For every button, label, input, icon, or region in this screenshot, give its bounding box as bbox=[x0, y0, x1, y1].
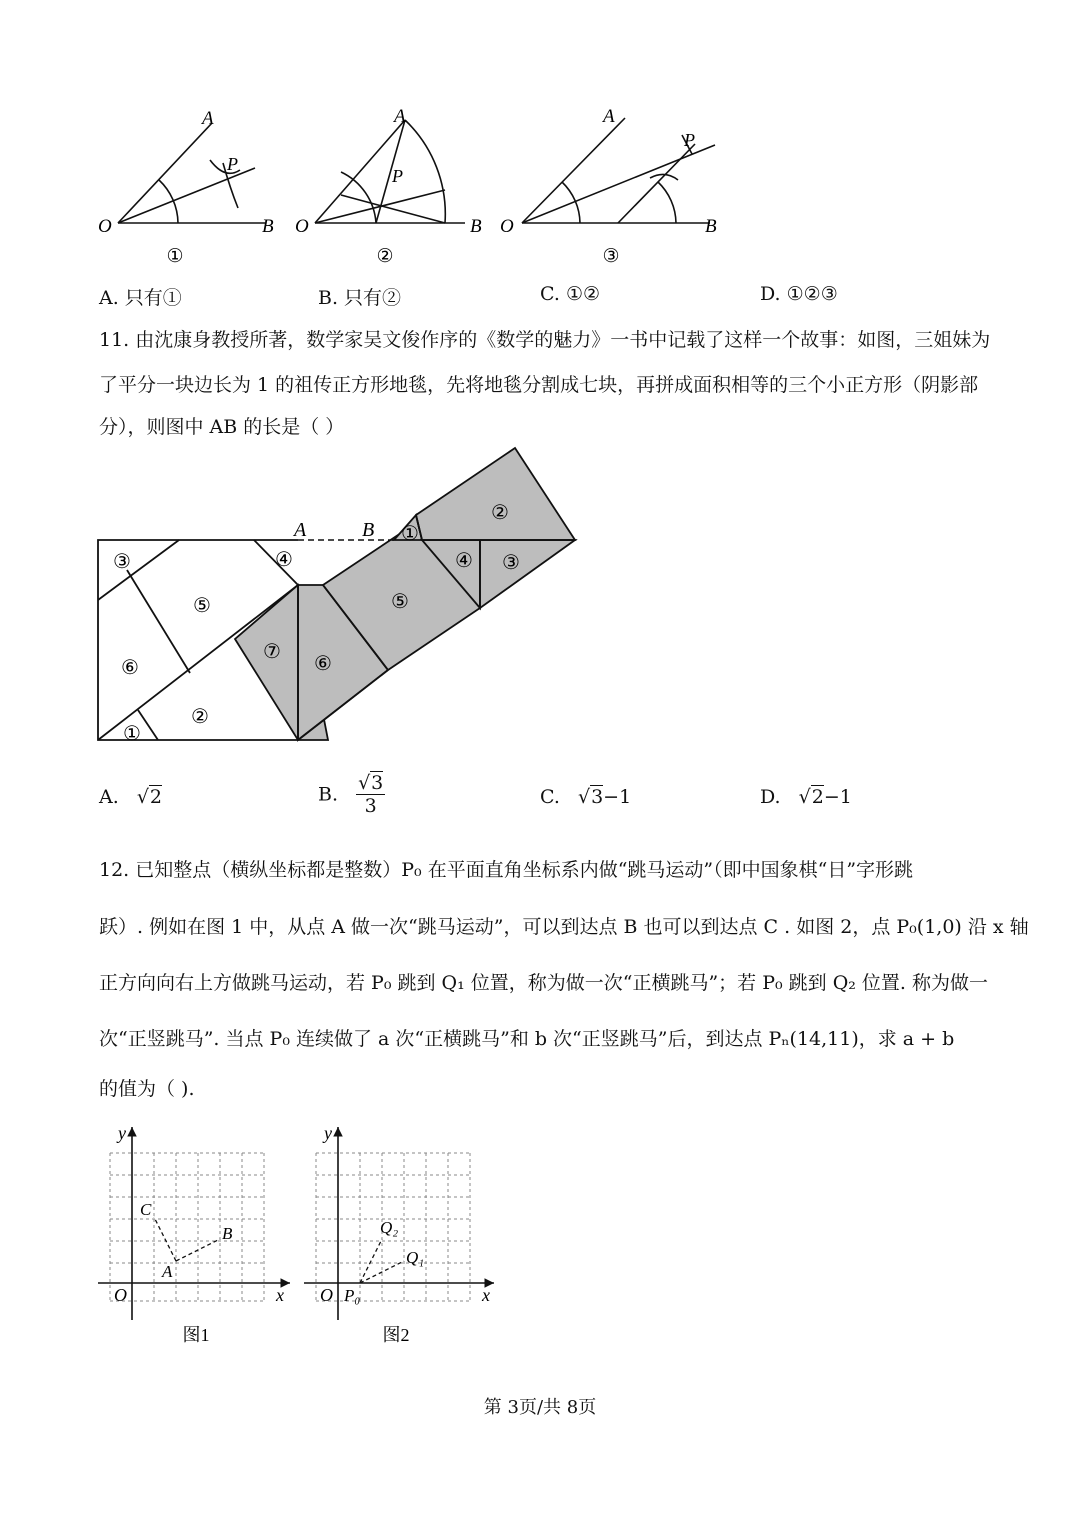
q10-fig3-label-a: A bbox=[603, 106, 615, 127]
q10-fig1-label-b: B bbox=[262, 216, 274, 237]
q10-fig2-label-p: P bbox=[392, 166, 403, 186]
q11-piece-label-6-left: ⑥ bbox=[121, 657, 139, 679]
q11-option-c-prefix: C. bbox=[540, 786, 560, 808]
q11-option-c-tail: −1 bbox=[603, 786, 632, 808]
q12-line-2: 跃）. 例如在图 1 中，从点 A 做一次“跳马运动”，可以到达点 B 也可以到达点 C . 如图 2，点 P₀(1,0) 沿 x 轴 bbox=[99, 916, 1029, 938]
q11-line-3: 分），则图中 AB 的长是（ ） bbox=[99, 416, 345, 438]
q10-fig3-label-o: O bbox=[500, 216, 514, 237]
q12-line-3: 正方向向右上方做跳马运动，若 P₀ 跳到 Q₁ 位置，称为做一次“正横跳马”；若 P₀ 跳到 Q₂ 位置. 称为做一 bbox=[99, 972, 989, 994]
q10-figure-1 bbox=[118, 123, 265, 223]
q12-fig2-y-label: y bbox=[324, 1123, 332, 1143]
q11-option-c-value: 3 bbox=[591, 786, 604, 808]
q10-option-c: C. ①② bbox=[540, 283, 601, 305]
q12-line-4: 次“正竖跳马”. 当点 P₀ 连续做了 a 次“正横跳马”和 b 次“正竖跳马”后，到达点 Pₙ(14,11)，求 a + b bbox=[99, 1028, 955, 1050]
q12-line-1: 12. 已知整点（横纵坐标都是整数）P₀ 在平面直角坐标系内做“跳马运动”（即中国象棋“日”字形跳 bbox=[99, 859, 914, 881]
q10-fig1-caption: ① bbox=[166, 246, 184, 267]
q11-piece-label-5-left: ⑤ bbox=[193, 595, 211, 617]
q11-option-b-denominator: 3 bbox=[364, 795, 377, 817]
q11-option-b-prefix: B. bbox=[318, 783, 339, 806]
q11-option-b: B. $\frac{√3}{3}$ bbox=[318, 772, 384, 817]
q12-fig1-point-a: A bbox=[162, 1262, 173, 1281]
q12-fig1-point-b: B bbox=[222, 1224, 233, 1243]
q11-piece-label-4-right: ④ bbox=[455, 550, 473, 572]
q10-fig1-label-p: P bbox=[227, 154, 238, 174]
q12-fig2-origin-label: O bbox=[320, 1285, 333, 1305]
q11-option-d-prefix: D. bbox=[760, 786, 781, 808]
q11-label-b: B bbox=[362, 519, 375, 541]
q12-fig2-point-q1: Q₁ bbox=[406, 1248, 425, 1267]
q11-carpet-dissection-figure bbox=[90, 440, 590, 750]
q12-fig1-y-label: y bbox=[118, 1123, 126, 1143]
q12-fig2-x-label: x bbox=[482, 1285, 490, 1305]
q11-shaded-piece-3 bbox=[480, 540, 575, 608]
q10-fig2-label-a: A bbox=[394, 106, 406, 127]
q10-fig1-label-o: O bbox=[98, 216, 112, 237]
q10-fig2-label-b: B bbox=[470, 216, 482, 237]
q10-option-d: D. ①②③ bbox=[760, 283, 838, 305]
q11-piece-label-3-left: ③ bbox=[113, 551, 131, 573]
q11-piece-label-3-right: ③ bbox=[502, 552, 520, 574]
q11-piece-label-6-right: ⑥ bbox=[314, 653, 332, 675]
q11-shaded-piece-2 bbox=[416, 448, 575, 540]
q10-figure-2 bbox=[315, 120, 465, 223]
q11-option-a-value: 2 bbox=[149, 786, 163, 808]
q12-knight-move-figures bbox=[90, 1115, 510, 1355]
q11-option-a-prefix: A. bbox=[99, 786, 119, 808]
q11-piece-label-1-left: ① bbox=[123, 723, 141, 745]
q12-fig2-caption: 图2 bbox=[382, 1325, 410, 1345]
q11-option-d: D. √2−1 bbox=[760, 786, 852, 808]
q10-fig2-caption: ② bbox=[376, 246, 394, 267]
q10-option-b: B. 只有② bbox=[318, 287, 402, 309]
q11-line-1: 11. 由沈康身教授所著，数学家吴文俊作序的《数学的魅力》一书中记载了这样一个故事：如图，三姐妹为 bbox=[99, 329, 991, 351]
q12-fig2-point-q2: Q₂ bbox=[380, 1218, 399, 1237]
q12-line-5: 的值为（ ). bbox=[99, 1078, 195, 1100]
q11-piece-label-1-right: ① bbox=[401, 523, 419, 545]
q10-angle-bisector-figures bbox=[90, 100, 750, 275]
q11-option-a: A. √2 bbox=[99, 786, 163, 808]
q12-fig2-point-p0: P₀ bbox=[344, 1286, 361, 1305]
q12-fig1-grid bbox=[110, 1153, 265, 1301]
q11-option-d-tail: −1 bbox=[823, 786, 852, 808]
q12-fig1-caption: 图1 bbox=[182, 1325, 210, 1345]
q11-piece-label-5-right: ⑤ bbox=[391, 591, 409, 613]
q12-fig1-x-label: x bbox=[276, 1285, 284, 1305]
q10-fig3-caption: ③ bbox=[602, 246, 620, 267]
q11-piece-label-2-left: ② bbox=[191, 706, 209, 728]
q11-piece-label-7: ⑦ bbox=[263, 641, 281, 663]
q10-fig3-label-p: P bbox=[684, 130, 695, 150]
q11-option-c: C. √3−1 bbox=[540, 786, 632, 808]
q11-piece-label-4-left: ④ bbox=[275, 549, 293, 571]
q10-fig3-label-b: B bbox=[705, 216, 717, 237]
q10-fig1-label-a: A bbox=[202, 108, 214, 129]
q12-fig1-point-c: C bbox=[140, 1200, 152, 1219]
q10-option-a: A. 只有① bbox=[99, 287, 182, 309]
q12-fig1-origin-label: O bbox=[114, 1285, 127, 1305]
q11-piece-label-2-right: ② bbox=[491, 502, 509, 524]
q11-label-a: A bbox=[294, 519, 307, 541]
q11-option-d-value: 2 bbox=[811, 786, 824, 808]
q10-fig2-label-o: O bbox=[295, 216, 309, 237]
page-footer: 第 3页/共 8页 bbox=[483, 1397, 597, 1418]
q11-line-2: 了平分一块边长为 1 的祖传正方形地毯，先将地毯分割成七块，再拼成面积相等的三个小正方形（阴影部 bbox=[99, 374, 979, 396]
q11-option-b-numerator: 3 bbox=[371, 772, 384, 794]
